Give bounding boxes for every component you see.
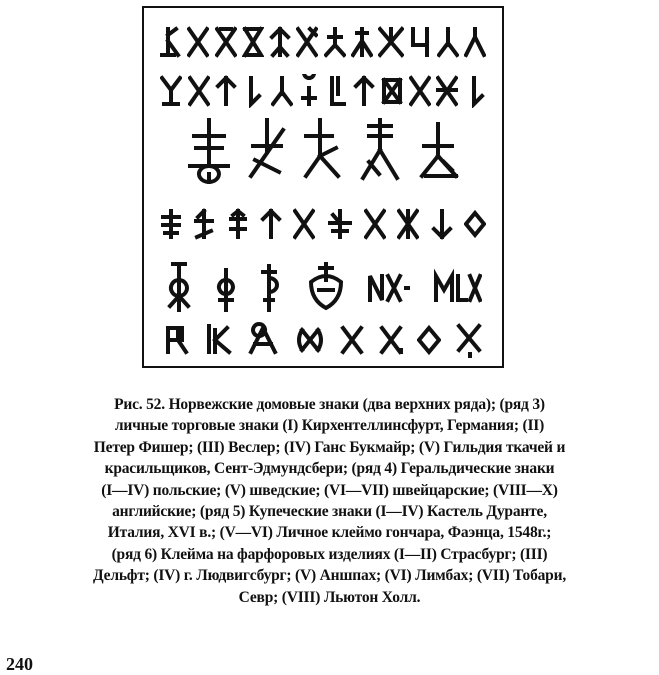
heraldic-mark-sign — [397, 207, 419, 241]
house-mark-sign — [243, 74, 265, 108]
house-mark-sign — [326, 74, 348, 108]
house-mark-sign — [160, 25, 182, 59]
figure-frame — [142, 6, 504, 368]
house-mark-sign — [409, 25, 431, 59]
porcelain-mark-sign — [340, 320, 364, 358]
caption-line: красильщиков, Сент-Эдмундсбери; (ряд 4) Геральдические знаки — [104, 460, 555, 478]
caption-line: Дельфт; (IV) г. Людвигсбург; (V) Аншпах; (VI) Лимбах; (VII) Тобари, — [92, 567, 567, 585]
house-mark-sign — [188, 74, 210, 108]
merchant-mark-sign — [257, 260, 285, 314]
house-mark-sign — [381, 74, 403, 108]
caption-line: английские; (ряд 5) Купеческие знаки (I—IV) Кастель Дуранте, — [112, 503, 547, 521]
porcelain-mark-sign — [417, 320, 441, 358]
house-mark-sign — [464, 74, 486, 108]
house-mark-sign — [269, 25, 291, 59]
sign-row-4 — [144, 204, 502, 244]
trade-mark-sign-ii — [245, 116, 289, 184]
heraldic-mark-sign — [431, 207, 453, 241]
heraldic-mark-sign — [227, 207, 249, 241]
sign-row-1 — [144, 22, 502, 62]
house-mark-sign — [378, 25, 404, 59]
caption-line: Италия, XVI в.; (V—VI) Личное клеймо гончара, Фаэнца, 1548г.; — [107, 524, 552, 542]
heraldic-mark-sign — [160, 207, 182, 241]
house-mark-sign — [215, 74, 237, 108]
potter-mark-sign — [432, 260, 482, 314]
caption-line: Петер Фишер; (III) Веслер; (IV) Ганс Букмайр; (V) Гильдия ткачей и — [93, 438, 566, 456]
caption-line: (ряд 6) Клейма на фарфоровых изделиях (I—II) Страсбург; (III) — [111, 545, 548, 563]
sign-row-3 — [144, 114, 502, 186]
caption-line: Севр; (VIII) Льютон Холл. — [238, 588, 421, 606]
potter-mark-sign — [366, 260, 414, 314]
house-mark-sign — [436, 74, 458, 108]
house-mark-sign — [464, 25, 486, 59]
house-mark-sign — [324, 25, 346, 59]
porcelain-mark-sign — [205, 320, 233, 358]
porcelain-mark-sign — [294, 320, 326, 358]
heraldic-mark-sign — [364, 207, 386, 241]
page-number: 240 — [6, 654, 33, 674]
porcelain-mark-sign — [247, 320, 279, 358]
porcelain-mark-sign — [164, 320, 190, 358]
house-mark-sign — [160, 74, 182, 108]
trade-mark-sign-iv — [355, 116, 405, 184]
sign-row-6 — [144, 318, 502, 360]
house-mark-sign — [215, 25, 237, 59]
caption-line: личные торговые знаки (I) Кирхентеллинсфурт, Германия; (II) — [114, 417, 545, 435]
heraldic-mark-sign — [260, 207, 282, 241]
porcelain-mark-sign — [456, 320, 482, 358]
trade-mark-sign-iii — [300, 116, 344, 184]
house-mark-sign — [296, 25, 318, 59]
porcelain-mark-sign — [379, 320, 403, 358]
house-mark-sign — [187, 25, 209, 59]
caption-line: Рис. 52. Норвежские домовые знаки (два верхних ряда); (ряд 3) — [114, 396, 545, 413]
merchant-mark-sign — [164, 260, 194, 314]
house-mark-sign — [353, 74, 375, 108]
trade-mark-sign-v — [416, 116, 462, 184]
heraldic-mark-sign — [327, 207, 353, 241]
trade-mark-sign-i — [184, 116, 234, 184]
merchant-mark-sign — [303, 260, 349, 314]
heraldic-mark-sign — [193, 207, 215, 241]
sign-row-5 — [144, 258, 502, 316]
caption-line: (I—IV) польские; (V) шведские; (VI—VII) швейцарские; (VIII—X) — [101, 481, 558, 499]
house-mark-sign — [271, 74, 293, 108]
house-mark-sign — [242, 25, 264, 59]
house-mark-sign — [351, 25, 373, 59]
sign-row-2 — [144, 70, 502, 112]
house-mark-sign — [298, 74, 320, 108]
figure-caption — [6, 394, 653, 608]
house-mark-sign — [409, 74, 431, 108]
heraldic-mark-sign — [293, 207, 315, 241]
heraldic-mark-sign — [464, 207, 486, 241]
house-mark-sign — [437, 25, 459, 59]
merchant-mark-sign — [212, 260, 240, 314]
